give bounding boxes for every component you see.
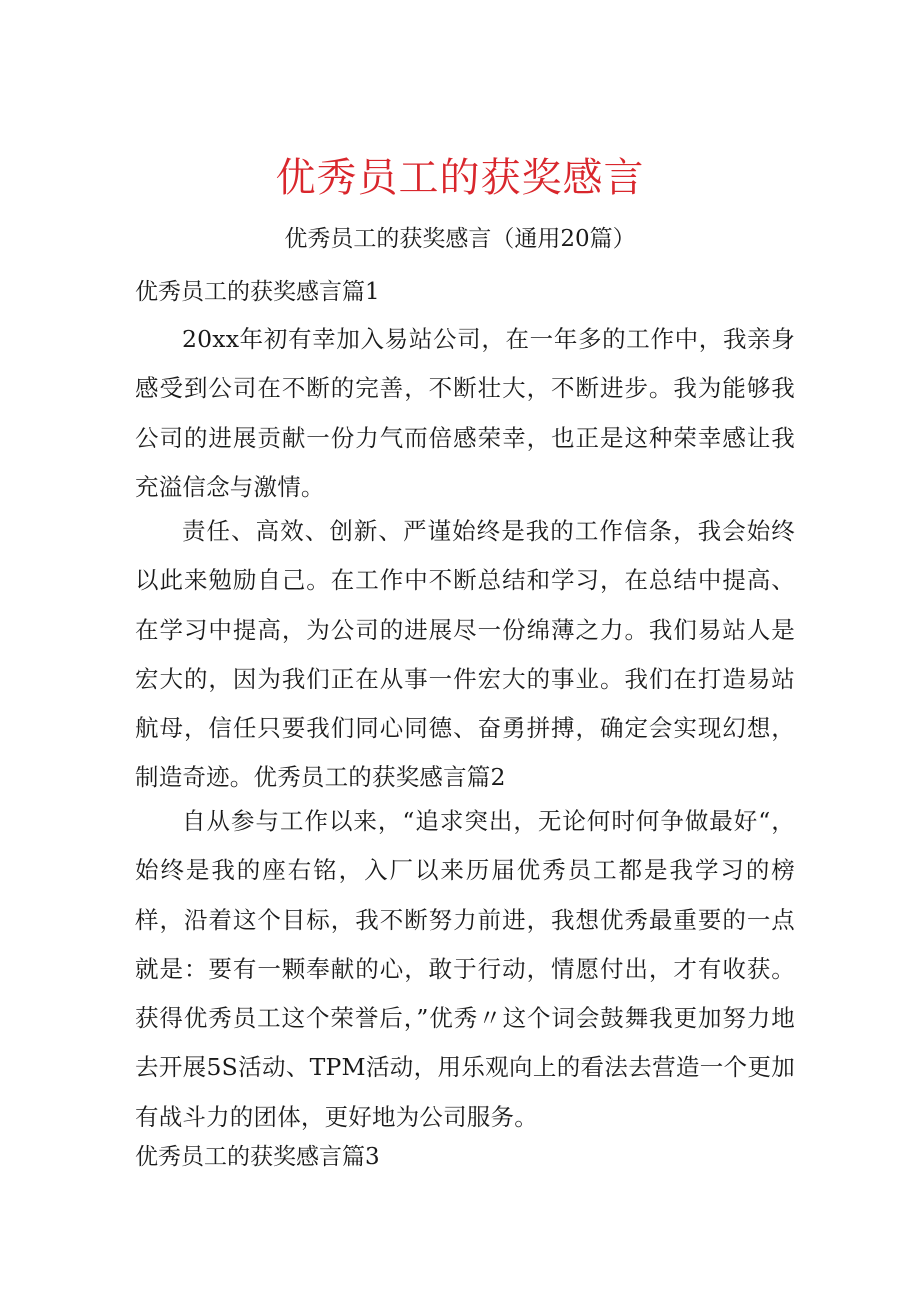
paragraph-1: 20xx年初有幸加入易站公司，在一年多的工作中，我亲身感受到公司在不断的完善，不断壮大，不断进步。我为能够我公司的进展贡献一份力气而倍感荣幸，也正是这种荣幸感让我充溢信念与激情。 [135,325,795,501]
section-heading-1: 优秀员工的获奖感言篇1 [135,279,380,305]
document-title: 优秀员工的获奖感言 [275,155,645,201]
section-heading-3: 优秀员工的获奖感言篇3 [135,1144,380,1170]
paragraph-2 [135,507,795,803]
section-heading-2: 优秀员工的获奖感言篇2 [253,763,506,792]
paragraph-2-text: 责任、高效、创新、严谨始终是我的工作信条，我会始终以此来勉励自己。在工作中不断总结和学习，在总结中提高、在学习中提高，为公司的进展尽一份绵薄之力。我们易站人是宏大的，因为我们正在从事一件宏大的事业。我们在打造易站航母，信任只要我们同心同德、奋勇拼搏，确定会实现幻想，制造奇迹。 [135,517,795,792]
document-subtitle: 优秀员工的获奖感言（通用20篇） [284,226,636,252]
paragraph-3: 自从参与工作以来，“追求突出，无论何时何争做最好“，始终是我的座右铭，入厂以来历届优秀员工都是我学习的榜样，沿着这个目标，我不断努力前进，我想优秀最重要的一点就是：要有一颗奉献的心，敢于行动，情愿付出，才有收获。获得优秀员工这个荣誉后，”优秀〃这个词会鼓舞我更加努力地去开展5S活动、TPM活动，用乐观向上的看法去营造一个更加有战斗力的团体，更好地为公司服务。 [135,807,795,1131]
